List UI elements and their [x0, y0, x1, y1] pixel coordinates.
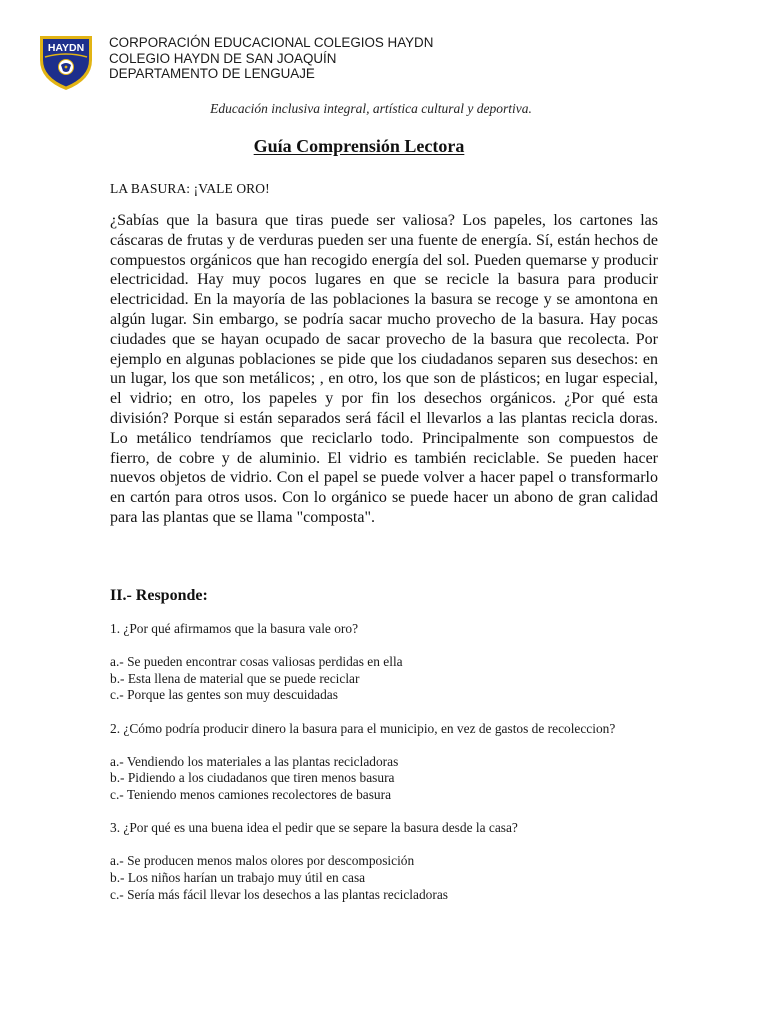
question-list: [110, 621, 650, 920]
answer-option: b.- Los niños harían un trabajo muy útil en casa: [110, 869, 366, 885]
question-text: 1. ¿Por qué afirmamos que la basura vale oro?: [110, 621, 359, 636]
school-motto: Educación inclusiva integral, artística cultural y deportiva.: [210, 101, 532, 116]
page-title: Guía Comprensión Lectora: [253, 136, 465, 156]
answer-option: b.- Esta llena de material que se puede reciclar: [110, 670, 360, 686]
answer-option: a.- Se pueden encontrar cosas valiosas perdidas en ella: [110, 654, 403, 670]
reading-paragraph: ¿Sabías que la basura que tiras puede ser valiosa? Los papeles, los cartones las cáscaras de frutas y de verduras pueden ser una fuente de energía. Sí, están hechos de compuestos orgánicos que han recogido energía del sol. Pueden quemarse y producir electricidad. Hay muy pocos lugares en que se recicle la basura para producir electricidad. En la mayoría de las poblaciones la basura se recoge y se amontona en algún lugar. Sin embargo, se podría sacar mucho provecho de la basura. Hay pocas ciudades que se hayan ocupado de sacar provecho de la basura que recolecta. Por ejemplo en algunas poblaciones se pide que los ciudadanos separen sus desechos: en un lugar, los que son metálicos; , en otro, los que son de plásticos; en lugar especial, el vidrio; en otro, los papeles y por fin los desechos orgánicos. ¿Por qué esta división? Porque si están separados será fácil el llevarlos a las plantas recicla doras. Lo metálico tendríamos que reciclarlo todo. Principalmente son compuestos de fierro, de cobre y de aluminio. El vidrio es también reciclable. Se pueden hacer nuevos objetos de vidrio. Con el papel se puede volver a hacer papel o transformarlo en cartón para otros usos. Con lo orgánico se puede hacer un abono de gran calidad para las plantas que se llama "composta".: [110, 212, 658, 526]
answer-option: c.- Porque las gentes son muy descuidadas: [110, 687, 338, 703]
department-name: DEPARTAMENTO DE LENGUAJE: [109, 66, 315, 81]
answer-option: a.- Se producen menos malos olores por descomposición: [110, 853, 415, 869]
answer-option: b.- Pidiendo a los ciudadanos que tiren menos basura: [110, 770, 395, 786]
answer-option: a.- Vendiendo los materiales a las plantas recicladoras: [110, 753, 399, 769]
reading-subtitle: LA BASURA: ¡VALE ORO!: [110, 181, 270, 196]
school-name: COLEGIO HAYDN DE SAN JOAQUÍN: [109, 50, 337, 66]
question-text: 2. ¿Cómo podría producir dinero la basura para el municipio, en vez de gastos de recoleccion?: [110, 720, 616, 736]
logo-text: HAYDN: [47, 42, 85, 54]
question-2: [110, 721, 650, 804]
institution-header: [109, 35, 433, 82]
question-3: [110, 820, 650, 903]
answer-option: c.- Teniendo menos camiones recolectores de basura: [110, 786, 392, 802]
question-1: [110, 621, 650, 704]
corporation-name: CORPORACIÓN EDUCACIONAL COLEGIOS HAYDN: [109, 35, 434, 50]
school-crest-logo: [36, 30, 96, 94]
answer-option: c.- Sería más fácil llevar los desechos a las plantas recicladoras: [110, 886, 448, 902]
section-heading: II.- Responde:: [110, 587, 208, 604]
question-text: 3. ¿Por qué es una buena idea el pedir que se separe la basura desde la casa?: [110, 820, 518, 836]
